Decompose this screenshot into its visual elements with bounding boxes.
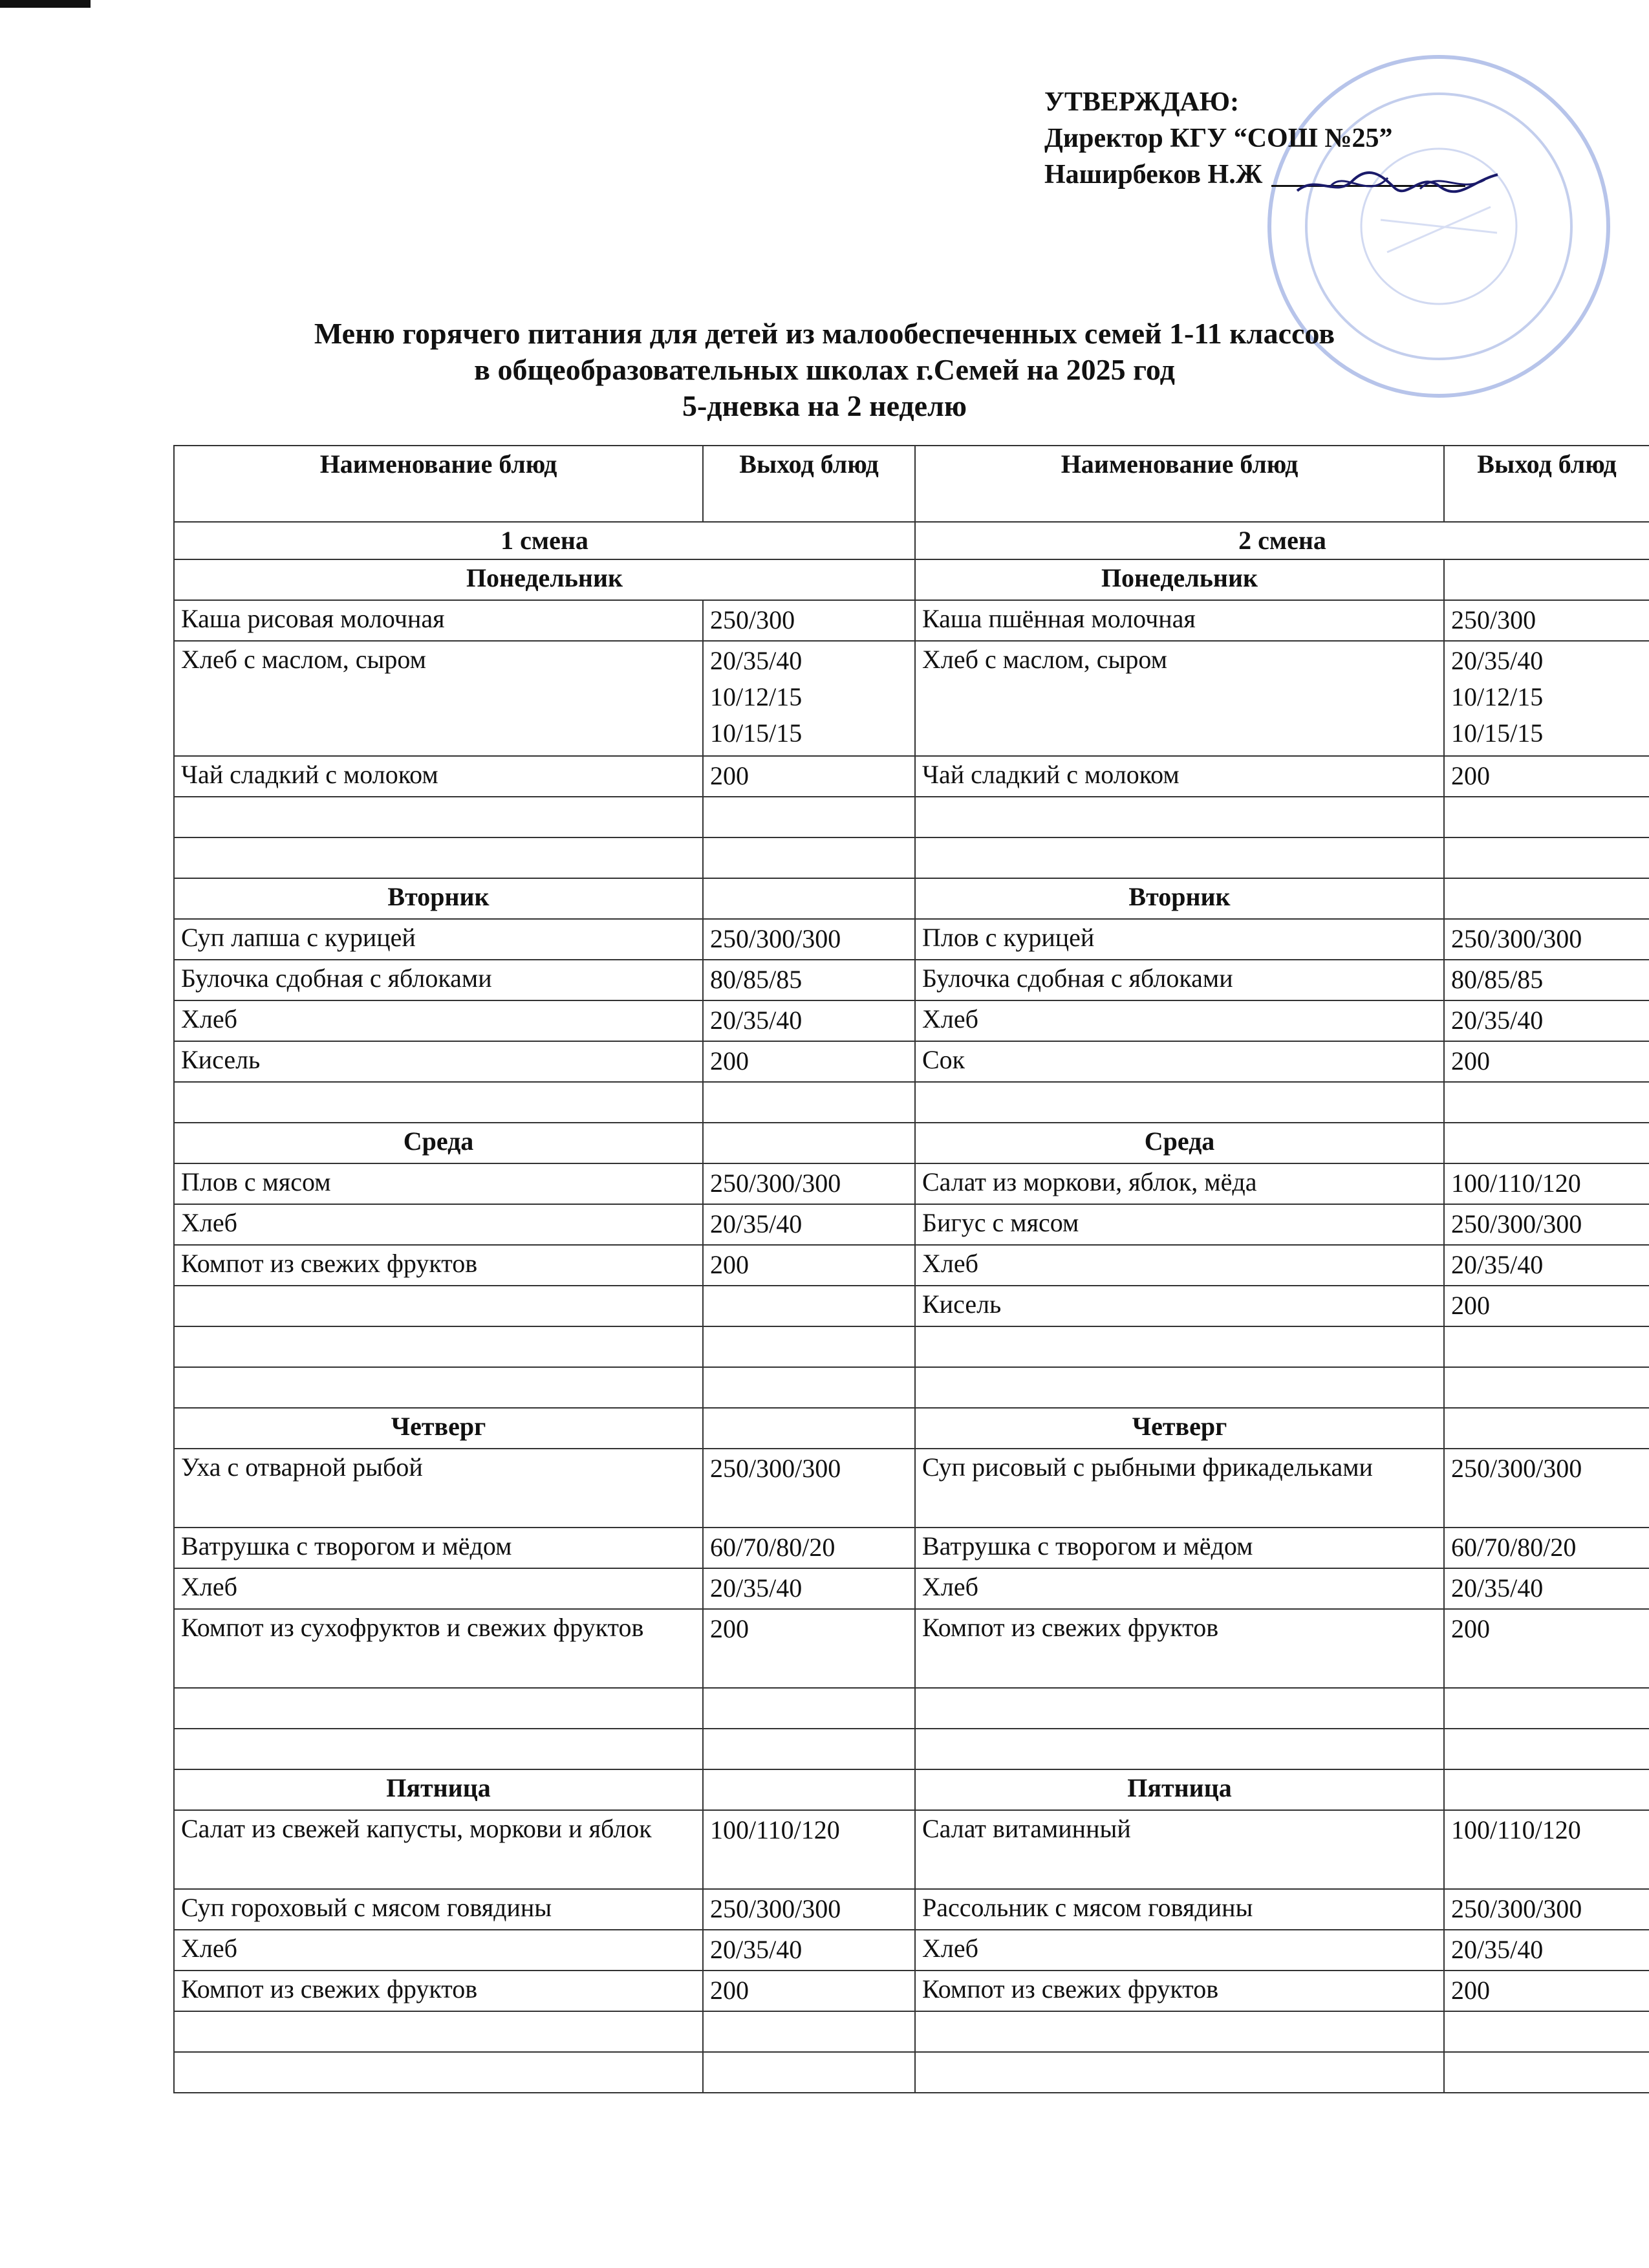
dish-name-cell: Салат из свежей капусты, моркови и яблок bbox=[174, 1810, 703, 1889]
scan-corner-mark bbox=[0, 0, 91, 8]
portion-cell bbox=[703, 1729, 915, 1769]
header-dish-name-1: Наименование блюд bbox=[174, 446, 703, 522]
header-portion-2: Выход блюд bbox=[1444, 446, 1649, 522]
dish-name-cell: Ватрушка с творогом и мёдом bbox=[174, 1528, 703, 1568]
dish-name-cell bbox=[915, 1729, 1444, 1769]
table-row bbox=[174, 2011, 1649, 2052]
portion-cell bbox=[1444, 600, 1649, 641]
table-row bbox=[174, 1326, 1649, 1367]
table-row bbox=[174, 1286, 1649, 1326]
dish-name-cell: Хлеб bbox=[915, 1568, 1444, 1609]
dish-name-cell bbox=[915, 2052, 1444, 2093]
portion-cell bbox=[703, 2052, 915, 2093]
portion-cell bbox=[1444, 797, 1649, 837]
dish-name-cell bbox=[915, 2011, 1444, 2052]
dish-name-cell bbox=[174, 1326, 703, 1367]
portion-cell bbox=[703, 641, 915, 756]
portion-cell bbox=[1444, 1367, 1649, 1408]
portion-cell bbox=[1444, 1609, 1649, 1688]
dish-name-cell bbox=[174, 1082, 703, 1123]
day-name: Понедельник bbox=[174, 559, 915, 600]
table-row bbox=[174, 756, 1649, 797]
dish-name-cell bbox=[174, 2052, 703, 2093]
dish-name-cell bbox=[174, 1729, 703, 1769]
portion-value: 80/85/85 bbox=[1451, 965, 1544, 994]
header-dish-name-2: Наименование блюд bbox=[915, 446, 1444, 522]
empty-cell bbox=[703, 1769, 915, 1810]
title-line-3: 5-дневка на 2 неделю bbox=[682, 389, 967, 422]
portion-cell bbox=[1444, 1729, 1649, 1769]
portion-value: 10/15/15 bbox=[1451, 718, 1544, 748]
portion-value: 200 bbox=[1451, 761, 1490, 790]
portion-cell bbox=[703, 1568, 915, 1609]
portion-cell bbox=[1444, 960, 1649, 1000]
day-header-row bbox=[174, 1408, 1649, 1449]
portion-value: 100/110/120 bbox=[710, 1815, 840, 1844]
portion-cell bbox=[703, 756, 915, 797]
day-name: Среда bbox=[174, 1123, 703, 1163]
day-name: Пятница bbox=[915, 1769, 1444, 1810]
day-name: Вторник bbox=[174, 878, 703, 919]
table-row bbox=[174, 1204, 1649, 1245]
portion-cell bbox=[703, 1810, 915, 1889]
portion-value: 250/300 bbox=[710, 605, 795, 634]
portion-cell bbox=[703, 600, 915, 641]
dish-name-cell: Плов с мясом bbox=[174, 1163, 703, 1204]
portion-value: 10/12/15 bbox=[710, 682, 803, 711]
handwritten-signature-icon bbox=[1291, 162, 1504, 207]
document-title bbox=[0, 316, 1649, 424]
approval-block bbox=[1044, 84, 1465, 193]
table-row bbox=[174, 1000, 1649, 1041]
table-row bbox=[174, 641, 1649, 756]
table-row bbox=[174, 1163, 1649, 1204]
portion-value: 20/35/40 bbox=[1451, 1006, 1544, 1035]
table-row bbox=[174, 797, 1649, 837]
table-row bbox=[174, 960, 1649, 1000]
portion-value: 250/300/300 bbox=[710, 1169, 841, 1198]
portion-value: 250/300/300 bbox=[1451, 1454, 1582, 1483]
portion-cell bbox=[703, 837, 915, 878]
portion-cell bbox=[1444, 1286, 1649, 1326]
portion-cell bbox=[1444, 1810, 1649, 1889]
portion-value: 20/35/40 bbox=[710, 1935, 803, 1964]
dish-name-cell: Бигус с мясом bbox=[915, 1204, 1444, 1245]
day-name: Четверг bbox=[174, 1408, 703, 1449]
table-row bbox=[174, 1971, 1649, 2011]
day-name: Понедельник bbox=[915, 559, 1444, 600]
portion-cell bbox=[1444, 1041, 1649, 1082]
portion-cell bbox=[703, 1163, 915, 1204]
portion-cell bbox=[703, 1971, 915, 2011]
dish-name-cell: Хлеб с маслом, сыром bbox=[915, 641, 1444, 756]
portion-cell bbox=[703, 1000, 915, 1041]
dish-name-cell: Хлеб bbox=[174, 1000, 703, 1041]
portion-value: 200 bbox=[1451, 1291, 1490, 1320]
dish-name-cell: Хлеб bbox=[915, 1000, 1444, 1041]
dish-name-cell: Хлеб bbox=[174, 1568, 703, 1609]
portion-cell bbox=[1444, 2052, 1649, 2093]
portion-cell bbox=[703, 1041, 915, 1082]
table-row bbox=[174, 1528, 1649, 1568]
dish-name-cell bbox=[174, 1688, 703, 1729]
dish-name-cell: Хлеб bbox=[174, 1204, 703, 1245]
dish-name-cell bbox=[915, 837, 1444, 878]
portion-cell bbox=[703, 1528, 915, 1568]
table-row bbox=[174, 1810, 1649, 1889]
table-row bbox=[174, 1609, 1649, 1688]
day-name: Пятница bbox=[174, 1769, 703, 1810]
portion-value: 250/300 bbox=[1451, 605, 1536, 634]
portion-value: 200 bbox=[1451, 1976, 1490, 2005]
dish-name-cell: Булочка сдобная с яблоками bbox=[915, 960, 1444, 1000]
portion-cell bbox=[1444, 1082, 1649, 1123]
dish-name-cell: Чай сладкий с молоком bbox=[174, 756, 703, 797]
menu-table bbox=[173, 445, 1649, 2093]
portion-value: 200 bbox=[710, 1976, 749, 2005]
dish-name-cell bbox=[174, 837, 703, 878]
table-row bbox=[174, 1082, 1649, 1123]
table-row bbox=[174, 919, 1649, 960]
portion-value: 20/35/40 bbox=[1451, 1935, 1544, 1964]
portion-value: 20/35/40 bbox=[1451, 1250, 1544, 1279]
dish-name-cell: Салат из моркови, яблок, мёда bbox=[915, 1163, 1444, 1204]
dish-name-cell bbox=[915, 1367, 1444, 1408]
table-row bbox=[174, 1367, 1649, 1408]
table-row bbox=[174, 1688, 1649, 1729]
table-row bbox=[174, 1245, 1649, 1286]
dish-name-cell: Суп гороховый с мясом говядины bbox=[174, 1889, 703, 1930]
empty-cell bbox=[703, 1408, 915, 1449]
dish-name-cell: Компот из свежих фруктов bbox=[174, 1245, 703, 1286]
table-row bbox=[174, 2052, 1649, 2093]
day-name: Четверг bbox=[915, 1408, 1444, 1449]
portion-cell bbox=[1444, 1163, 1649, 1204]
portion-cell bbox=[703, 1204, 915, 1245]
shift-row bbox=[174, 522, 1649, 559]
empty-cell bbox=[1444, 878, 1649, 919]
portion-value: 20/35/40 bbox=[710, 1006, 803, 1035]
portion-cell bbox=[1444, 2011, 1649, 2052]
dish-name-cell: Чай сладкий с молоком bbox=[915, 756, 1444, 797]
title-line-1: Меню горячего питания для детей из малообеспеченных семей 1-11 классов bbox=[314, 317, 1335, 350]
table-row bbox=[174, 1568, 1649, 1609]
portion-cell bbox=[703, 1609, 915, 1688]
portion-cell bbox=[1444, 1449, 1649, 1528]
portion-cell bbox=[703, 919, 915, 960]
portion-value: 200 bbox=[710, 1250, 749, 1279]
dish-name-cell: Уха с отварной рыбой bbox=[174, 1449, 703, 1528]
portion-value: 200 bbox=[710, 1046, 749, 1075]
dish-name-cell: Хлеб с маслом, сыром bbox=[174, 641, 703, 756]
portion-value: 250/300/300 bbox=[710, 1454, 841, 1483]
dish-name-cell: Рассольник с мясом говядины bbox=[915, 1889, 1444, 1930]
portion-value: 200 bbox=[710, 1614, 749, 1643]
portion-value: 10/12/15 bbox=[1451, 682, 1544, 711]
day-header-row bbox=[174, 559, 1649, 600]
dish-name-cell: Плов с курицей bbox=[915, 919, 1444, 960]
portion-value: 60/70/80/20 bbox=[1451, 1533, 1577, 1562]
portion-value: 200 bbox=[1451, 1614, 1490, 1643]
table-header-row bbox=[174, 446, 1649, 522]
title-line-2: в общеобразовательных школах г.Семей на 2025 год bbox=[474, 353, 1175, 386]
dish-name-cell bbox=[174, 1367, 703, 1408]
day-name: Вторник bbox=[915, 878, 1444, 919]
portion-cell bbox=[703, 1688, 915, 1729]
portion-value: 20/35/40 bbox=[710, 1573, 803, 1603]
dish-name-cell: Компот из сухофруктов и свежих фруктов bbox=[174, 1609, 703, 1688]
portion-cell bbox=[703, 1245, 915, 1286]
dish-name-cell: Хлеб bbox=[915, 1930, 1444, 1971]
table-row bbox=[174, 1449, 1649, 1528]
portion-cell bbox=[703, 960, 915, 1000]
portion-value: 250/300/300 bbox=[710, 924, 841, 953]
table-row bbox=[174, 1930, 1649, 1971]
table-row bbox=[174, 837, 1649, 878]
dish-name-cell: Суп рисовый с рыбными фрикадельками bbox=[915, 1449, 1444, 1528]
day-header-row bbox=[174, 1769, 1649, 1810]
portion-cell bbox=[1444, 1889, 1649, 1930]
portion-cell bbox=[703, 1930, 915, 1971]
shift-2-label: 2 смена bbox=[915, 522, 1649, 559]
portion-value: 250/300/300 bbox=[710, 1894, 841, 1923]
dish-name-cell bbox=[915, 1688, 1444, 1729]
approval-name: Наширбеков Н.Ж bbox=[1044, 160, 1263, 189]
table-row bbox=[174, 1729, 1649, 1769]
approval-position: Директор КГУ “СОШ №25” bbox=[1044, 124, 1393, 153]
portion-cell bbox=[1444, 1688, 1649, 1729]
portion-value: 200 bbox=[710, 761, 749, 790]
portion-value: 200 bbox=[1451, 1046, 1490, 1075]
dish-name-cell: Хлеб bbox=[174, 1930, 703, 1971]
portion-cell bbox=[1444, 837, 1649, 878]
dish-name-cell bbox=[174, 2011, 703, 2052]
menu-table-body bbox=[174, 446, 1649, 2093]
dish-name-cell bbox=[915, 1082, 1444, 1123]
dish-name-cell: Суп лапша с курицей bbox=[174, 919, 703, 960]
approval-signatory bbox=[1044, 157, 1465, 193]
portion-value: 250/300/300 bbox=[1451, 924, 1582, 953]
dish-name-cell bbox=[915, 797, 1444, 837]
portion-value: 100/110/120 bbox=[1451, 1815, 1581, 1844]
portion-cell bbox=[1444, 1930, 1649, 1971]
dish-name-cell: Кисель bbox=[174, 1041, 703, 1082]
portion-cell bbox=[1444, 1971, 1649, 2011]
portion-cell bbox=[703, 1889, 915, 1930]
empty-cell bbox=[1444, 1123, 1649, 1163]
portion-cell bbox=[703, 2011, 915, 2052]
dish-name-cell bbox=[174, 1286, 703, 1326]
day-name: Среда bbox=[915, 1123, 1444, 1163]
shift-1-label: 1 смена bbox=[174, 522, 915, 559]
portion-value: 20/35/40 bbox=[710, 646, 803, 675]
portion-value: 20/35/40 bbox=[1451, 646, 1544, 675]
portion-cell bbox=[1444, 1245, 1649, 1286]
empty-cell bbox=[703, 878, 915, 919]
empty-cell bbox=[1444, 1408, 1649, 1449]
dish-name-cell: Компот из свежих фруктов bbox=[915, 1971, 1444, 2011]
portion-value: 250/300/300 bbox=[1451, 1894, 1582, 1923]
portion-value: 100/110/120 bbox=[1451, 1169, 1581, 1198]
portion-cell bbox=[1444, 1000, 1649, 1041]
dish-name-cell: Хлеб bbox=[915, 1245, 1444, 1286]
empty-cell bbox=[1444, 1769, 1649, 1810]
portion-cell bbox=[1444, 919, 1649, 960]
portion-value: 20/35/40 bbox=[710, 1209, 803, 1238]
table-row bbox=[174, 1041, 1649, 1082]
portion-value: 20/35/40 bbox=[1451, 1573, 1544, 1603]
dish-name-cell: Каша пшённая молочная bbox=[915, 600, 1444, 641]
portion-cell bbox=[703, 797, 915, 837]
day-header-row bbox=[174, 1123, 1649, 1163]
portion-cell bbox=[1444, 1528, 1649, 1568]
approval-heading: УТВЕРЖДАЮ: bbox=[1044, 87, 1240, 117]
day-header-row bbox=[174, 878, 1649, 919]
dish-name-cell: Каша рисовая молочная bbox=[174, 600, 703, 641]
dish-name-cell: Ватрушка с творогом и мёдом bbox=[915, 1528, 1444, 1568]
table-row bbox=[174, 1889, 1649, 1930]
portion-cell bbox=[703, 1082, 915, 1123]
empty-cell bbox=[1444, 559, 1649, 600]
portion-cell bbox=[703, 1286, 915, 1326]
portion-value: 10/15/15 bbox=[710, 718, 803, 748]
empty-cell bbox=[703, 1123, 915, 1163]
portion-cell bbox=[1444, 1568, 1649, 1609]
portion-cell bbox=[703, 1449, 915, 1528]
dish-name-cell: Компот из свежих фруктов bbox=[174, 1971, 703, 2011]
dish-name-cell: Булочка сдобная с яблоками bbox=[174, 960, 703, 1000]
portion-cell bbox=[1444, 1204, 1649, 1245]
header-portion-1: Выход блюд bbox=[703, 446, 915, 522]
table-row bbox=[174, 600, 1649, 641]
portion-cell bbox=[1444, 1326, 1649, 1367]
portion-value: 250/300/300 bbox=[1451, 1209, 1582, 1238]
portion-cell bbox=[703, 1367, 915, 1408]
dish-name-cell: Компот из свежих фруктов bbox=[915, 1609, 1444, 1688]
portion-value: 60/70/80/20 bbox=[710, 1533, 835, 1562]
portion-cell bbox=[703, 1326, 915, 1367]
portion-cell bbox=[1444, 641, 1649, 756]
dish-name-cell: Сок bbox=[915, 1041, 1444, 1082]
dish-name-cell bbox=[915, 1326, 1444, 1367]
signature-line bbox=[1271, 185, 1465, 187]
portion-cell bbox=[1444, 756, 1649, 797]
dish-name-cell bbox=[174, 797, 703, 837]
dish-name-cell: Салат витаминный bbox=[915, 1810, 1444, 1889]
dish-name-cell: Кисель bbox=[915, 1286, 1444, 1326]
portion-value: 80/85/85 bbox=[710, 965, 803, 994]
